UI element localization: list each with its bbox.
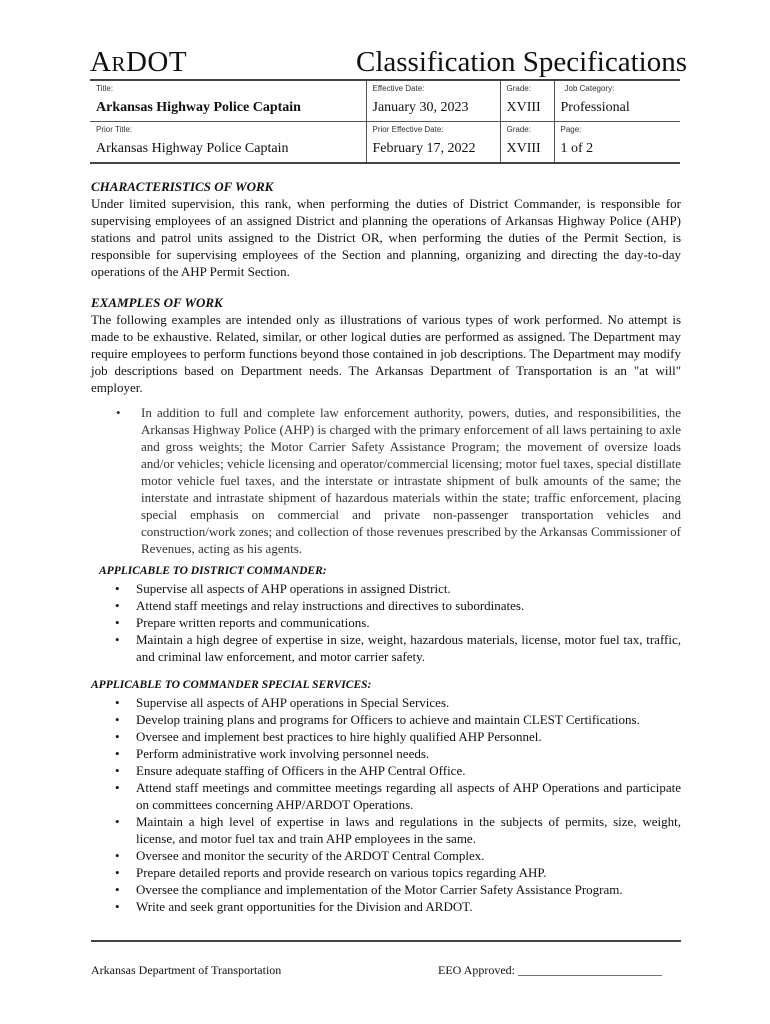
list-item [91, 779, 681, 813]
district-commander-heading: APPLICABLE TO DISTRICT COMMANDER: [99, 565, 327, 577]
bullet-icon: • [115, 615, 120, 630]
info-row-current [90, 80, 680, 122]
list-item-text: Write and seek grant opportunities for the Division and ARDOT. [136, 899, 473, 914]
title-value: Arkansas Highway Police Captain [96, 100, 301, 115]
title-label: Title: [96, 84, 114, 93]
list-item-text: Perform administrative work involving personnel needs. [136, 746, 430, 761]
bullet-icon: • [115, 780, 120, 795]
list-item [91, 694, 681, 711]
list-item [91, 881, 681, 898]
list-item-text: Supervise all aspects of AHP operations in assigned District. [136, 581, 451, 596]
list-item [91, 847, 681, 864]
list-item [91, 597, 681, 614]
list-item-text: Maintain a high degree of expertise in size, weight, hazardous materials, license, motor fuel tax, traffic, and criminal law enforcement, and motor carrier safety. [136, 632, 681, 664]
list-item [91, 864, 681, 881]
list-item [91, 614, 681, 631]
brand-letter-r: R [111, 52, 126, 76]
bullet-icon: • [115, 598, 120, 613]
footer-divider [91, 940, 681, 942]
document-body [91, 178, 681, 915]
list-item-text: Supervise all aspects of AHP operations in Special Services. [136, 695, 450, 710]
main-bullet-list [91, 404, 681, 557]
characteristics-text: Under limited supervision, this rank, when performing the duties of District Commander, is responsible for supervising employees of an assigned District and planning the operations of Arkansas Highway Police (AHP) stations and patrol units assigned to the District OR, when performing the duties of the Permit Section, is responsible for supervising employees of the Section and planning, organizing and directing the day-to-day operations of the AHP Permit Section. [91, 196, 681, 279]
bullet-icon: • [115, 712, 120, 727]
prior-grade-label: Grade: [506, 125, 531, 134]
page-label: Page: [560, 125, 582, 134]
job-category-label: Job Category: [564, 84, 615, 93]
list-item [91, 813, 681, 847]
footer-department: Arkansas Department of Transportation [91, 963, 282, 977]
list-item-text: Oversee and monitor the security of the ARDOT Central Complex. [136, 848, 485, 863]
district-commander-list [91, 580, 681, 665]
list-item [91, 711, 681, 728]
brand-letters-dot: DOT [125, 46, 188, 78]
bullet-icon: • [115, 729, 120, 744]
prior-grade-value: XVIII [506, 141, 541, 156]
special-services-heading: APPLICABLE TO COMMANDER SPECIAL SERVICES: [91, 679, 372, 691]
bullet-icon: • [115, 763, 120, 778]
list-item [91, 745, 681, 762]
list-item-text: Attend staff meetings and relay instructions and directives to subordinates. [136, 598, 525, 613]
list-item-text: In addition to full and complete law enforcement authority, powers, duties, and responsibilities, the Arkansas Highway Police (AHP) is charged with the primary enforcement of all laws pertaining to axle and gross weights; the Motor Carrier Safety Assistance Program; the movement of oversize loads and/or vehicles; vehicle licensing and operator/commercial licensing; motor fuel taxes, special distillate motor vehicle fuel taxes, and the interstate or intrastate shipment of bulk amounts of the same; the interstate and intrastate shipment of hazardous materials within the state; traffic enforcement, placing special emphasis on commercial and private non-passenger transportation vehicles and construction/work zones; and collection of those revenues prescribed by the Arkansas Commissioner of Revenues, acting as his agents. [141, 405, 681, 556]
examples-text: The following examples are intended only as illustrations of various types of work performed. No attempt is made to be exhaustive. Related, similar, or other logical duties are performed as assigned. The Department may require employees to perform functions beyond those contained in job descriptions. The Department may modify job descriptions based on Department needs. The Arkansas Department of Transportation is an "at will" employer. [91, 312, 681, 395]
document-title: Classification Specifications [356, 46, 688, 78]
list-item [91, 631, 681, 665]
characteristics-heading: CHARACTERISTICS OF WORK [91, 179, 274, 194]
examples-heading: EXAMPLES OF WORK [91, 295, 223, 310]
bullet-icon: • [116, 405, 121, 420]
bullet-icon: • [115, 865, 120, 880]
brand-letter-a: A [90, 46, 112, 78]
list-item [91, 762, 681, 779]
list-item [91, 404, 681, 557]
bullet-icon: • [115, 814, 120, 829]
footer-eeo-approved: EEO Approved: ________________________ [438, 963, 662, 977]
list-item-text: Oversee and implement best practices to hire highly qualified AHP Personnel. [136, 729, 542, 744]
job-category-value: Professional [560, 100, 630, 115]
special-services-list [91, 694, 681, 915]
info-table [90, 79, 680, 164]
bullet-icon: • [115, 848, 120, 863]
list-item-text: Develop training plans and programs for Officers to achieve and maintain CLEST Certifications. [136, 712, 640, 727]
grade-value: XVIII [506, 100, 541, 115]
bullet-icon: • [115, 899, 120, 914]
list-item-text: Ensure adequate staffing of Officers in the AHP Central Office. [136, 763, 466, 778]
list-item-text: Oversee the compliance and implementation of the Motor Carrier Safety Assistance Program. [136, 882, 623, 897]
effective-date-value: January 30, 2023 [372, 100, 469, 115]
page-value: 1 of 2 [560, 141, 594, 156]
bullet-icon: • [115, 632, 120, 647]
list-item [91, 728, 681, 745]
ardot-logo-text [90, 44, 187, 82]
prior-title-value: Arkansas Highway Police Captain [96, 141, 289, 156]
list-item-text: Prepare detailed reports and provide research on various topics regarding AHP. [136, 865, 547, 880]
bullet-icon: • [115, 695, 120, 710]
list-item-text: Prepare written reports and communications. [136, 615, 370, 630]
bullet-icon: • [115, 746, 120, 761]
info-row-prior [90, 122, 680, 164]
list-item-text: Attend staff meetings and committee meetings regarding all aspects of AHP Operations and participate on committees concerning AHP/ARDOT Operations. [136, 780, 681, 812]
grade-label: Grade: [506, 84, 531, 93]
list-item-text: Maintain a high level of expertise in laws and regulations in the subjects of permits, size, weight, license, and motor fuel tax and train AHP employees in the same. [136, 814, 681, 846]
effective-date-label: Effective Date: [372, 84, 425, 93]
prior-effective-date-label: Prior Effective Date: [372, 125, 444, 134]
list-item [91, 898, 681, 915]
bullet-icon: • [115, 882, 120, 897]
prior-effective-date-value: February 17, 2022 [372, 141, 476, 156]
bullet-icon: • [115, 581, 120, 596]
prior-title-label: Prior Title: [96, 125, 133, 134]
list-item [91, 580, 681, 597]
